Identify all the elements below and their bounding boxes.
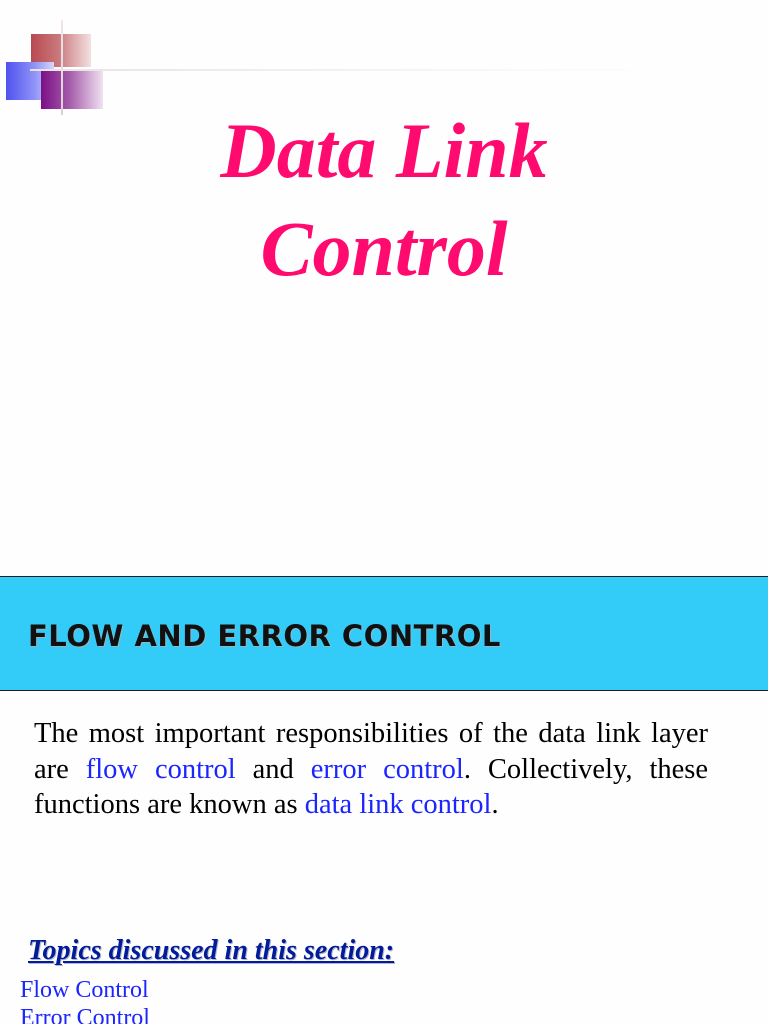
slide-title-line-1: Data Link [220,107,548,194]
paragraph-text-3: . Collectively, these functions are known as [34,753,709,820]
title-rule-line [30,69,680,71]
paragraph-text-2: and [235,753,311,785]
section-banner [0,576,768,691]
paragraph-text-4: . [491,789,499,820]
topics-list [20,976,150,1024]
section-heading: FLOW AND ERROR CONTROL [28,619,501,653]
term-error-control: error control [310,753,464,785]
body-paragraph [34,716,708,823]
slide-title-line-2: Control [260,205,508,292]
logo-vertical-line [61,20,63,115]
overlapping-squares-logo-icon [0,0,120,115]
paragraph-text-1: The most important responsibilities of the data link layer are [34,718,708,785]
slide-title [0,102,768,298]
term-flow-control: flow control [85,753,236,785]
term-data-link-control: data link control [304,789,492,820]
topic-item-error-control[interactable]: Error Control [20,1005,150,1024]
topics-heading: Topics discussed in this section: [28,935,395,966]
topic-item-flow-control[interactable]: Flow Control [20,977,149,1003]
